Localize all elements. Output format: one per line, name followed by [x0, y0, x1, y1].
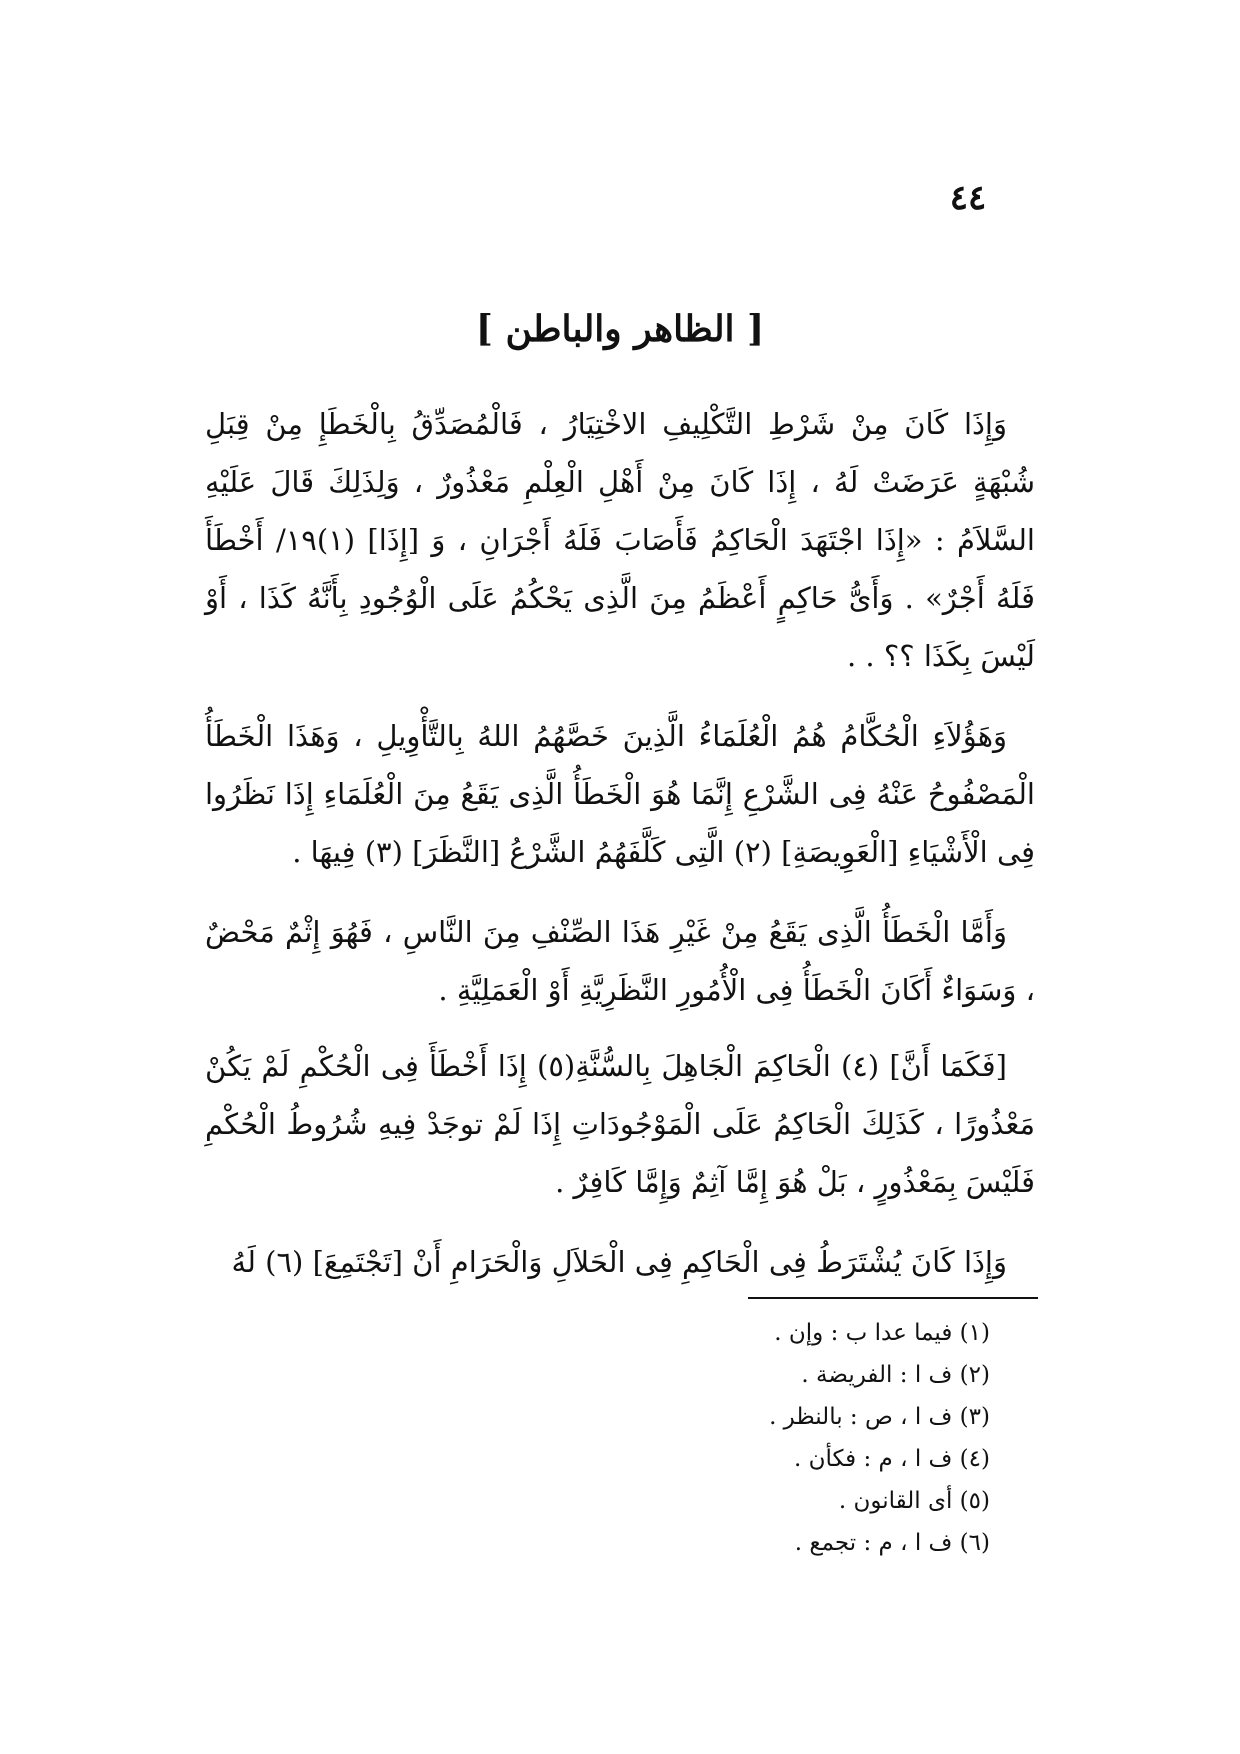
- paragraph: وَإِذَا كَانَ مِنْ شَرْطِ التَّكْلِيفِ الاخْتِيَارُ ، فَالْمُصَدِّقُ بِالْخَطَإِ مِنْ قِبَلِ شُبْهَةٍ عَرَضَتْ لَهُ ، إِذَا كَانَ مِنْ أَهْلِ الْعِلْمِ مَعْذُورٌ ، وَلِذَلِكَ قَالَ عَلَيْهِ السَّلاَمُ : «إِذَا اجْتَهَدَ الْحَاكِمُ فَأَصَابَ فَلَهُ أَجْرَانِ ، وَ [إِذَا] (١)١٩/ أَخْطَأَ فَلَهُ أَجْرٌ» . وَأَىُّ حَاكِمٍ أَعْظَمُ مِنَ الَّذِى يَحْكُمُ عَلَى الْوُجُودِ بِأَنَّهُ كَذَا ، أَوْ لَيْسَ بِكَذَا ؟؟ . .: [205, 407, 1035, 673]
- footnote: (٥) أى القانون .: [838, 1488, 990, 1514]
- footnote-separator: [748, 1297, 1038, 1299]
- paragraph: [فَكَمَا أَنَّ] (٤) الْحَاكِمَ الْجَاهِلَ بِالسُّنَّةِ(٥) إِذَا أَخْطَأَ فِى الْحُكْمِ لَمْ يَكُنْ مَعْذُورًا ، كَذَلِكَ الْحَاكِمُ عَلَى الْمَوْجُودَاتِ إِذَا لَمْ توجَدْ فِيهِ شُرُوطُ الْحُكْمِ فَلَيْسَ بِمَعْذُورٍ ، بَلْ هُوَ إِمَّا آثِمٌ وَإِمَّا كَافِرٌ .: [205, 1049, 1035, 1199]
- footnote: (٣) ف ا ، ص : بالنظر .: [769, 1404, 990, 1430]
- paragraph: وَأَمَّا الْخَطَأُ الَّذِى يَقَعُ مِنْ غَيْرِ هَذَا الصِّنْفِ مِنَ النَّاسِ ، فَهُوَ إِثْمٌ مَحْضٌ ، وَسَوَاءٌ أَكَانَ الْخَطَأُ فِى الْأُمُورِ النَّظَرِيَّةِ أَوْ الْعَمَلِيَّةِ .: [205, 915, 1035, 1007]
- paragraph: وَإِذَا كَانَ يُشْتَرَطُ فِى الْحَاكِمِ فِى الْحَلاَلِ وَالْحَرَامِ أَنْ [تَجْتَمِعَ] (٦) لَهُ: [231, 1245, 1007, 1279]
- footnote: (١) فيما عدا ب : وإن .: [774, 1320, 990, 1346]
- page-number: ٤٤: [949, 178, 987, 218]
- footnote: (٦) ف ا ، م : تجمع .: [794, 1530, 990, 1556]
- footnote: (٢) ف ا : الفريضة .: [801, 1362, 990, 1388]
- footnote: (٤) ف ا ، م : فكأن .: [793, 1446, 990, 1472]
- body-text: [205, 395, 1035, 1313]
- paragraph: وَهَؤُلاَءِ الْحُكَّامُ هُمُ الْعُلَمَاءُ الَّذِينَ خَصَّهُمُ اللهُ بِالتَّأْوِيلِ ، وَهَذَا الْخَطَأُ الْمَصْفُوحُ عَنْهُ فِى الشَّرْعِ إِنَّمَا هُوَ الْخَطَأُ الَّذِى يَقَعُ مِنَ الْعُلَمَاءِ إِذَا نَظَرُوا فِى الْأَشْيَاءِ [الْعَوِيصَةِ] (٢) الَّتِى كَلَّفَهُمُ الشَّرْعُ [النَّظَرَ] (٣) فِيهَا .: [205, 719, 1035, 869]
- section-title: [ الظاهر والباطن ]: [475, 308, 765, 350]
- footnotes: [700, 1312, 990, 1564]
